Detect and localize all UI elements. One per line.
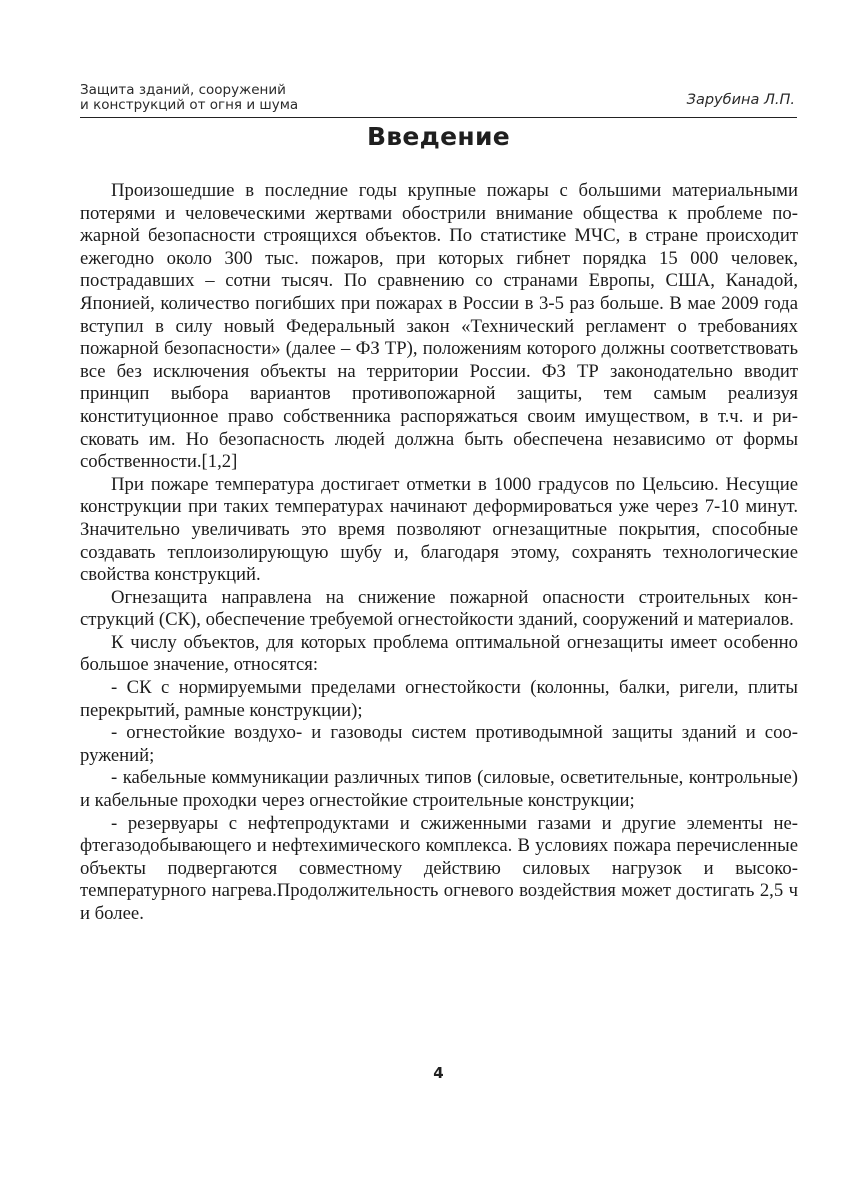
- page-title: Введение: [366, 122, 511, 151]
- book-title-line-1: Защита зданий, сооружений: [80, 82, 286, 98]
- author-name: Зарубина Л.П.: [686, 92, 795, 108]
- paragraph-objects-intro: К числу объектов, для которых проблема оптимальной огнезащиты имеет особенно большое значение, относятся:: [80, 631, 798, 676]
- page-number: 4: [433, 1064, 444, 1082]
- book-title-line-2: и конструкций от огня и шума: [80, 97, 299, 113]
- list-item-reservoirs: - резервуары с нефтепродуктами и сжиженными газами и другие элементы нефтегазодобывающего и нефтехимического комплекса. В условиях пожара перечисленные объекты подвергаются совместному действию силовых нагрузок и высокотемпературного нагрева.Продолжительность огневого воздействия может достигать 2,5 ч и более.: [80, 812, 798, 924]
- list-item-structures: - СК с нормируемыми пределами огнестойкости (колонны, балки, ригели, плиты перекрытий, рамные конструкции);: [80, 677, 798, 721]
- list-item-cables: - кабельные коммуникации различных типов (силовые, осветительные, контрольные) и кабельные проходки через огнестойкие строительные конструкции;: [80, 767, 798, 812]
- paragraph-intro: Произошедшие в последние годы крупные пожары с большими материальными потерями и человеческими жертвами обострили внимание общества к проблеме пожарной безопасности строящихся объектов. По статистике МЧС, в стране происходит ежегодно около 300 тыс. пожаров, при которых гибнет порядка 15 000 человек, пострадавших – сотни тысяч. По сравнению со странами Европы, США, Канадой, Японией, количество погибших при пожарах в России в 3-5 раз больше. В мае 2009 года вступил в силу новый Федеральный закон «Технический регламент о требованиях пожарной безопасности» (далее – ФЗ ТР), положениям которого должны соответствовать все без исключения объекты на территории России. ФЗ ТР законодательно вводит принцип выбора вариантов противопожарной защиты, тем самым реализуя конституционное право собственника распоряжаться своим имуществом, в т.ч. и рисковать им. Но безопасность людей должна быть обеспечена независимо от формы собственности.[1,2]: [80, 180, 798, 473]
- book-title: [80, 83, 298, 113]
- list-item-ducts: - огнестойкие воздухо- и газоводы систем противодымной защиты зданий и сооружений;: [80, 722, 798, 766]
- paragraph-temperature: При пожаре температура достигает отметки в 1000 градусов по Цельсию. Несущие конструкции при таких температурах начинают деформироваться уже через 7-10 минут. Значительно увеличивать это время позволяют огнезащитные покрытия, способные создавать теплоизолирующую шубу и, благодаря этому, сохранять технологические свойства конструкций.: [80, 473, 798, 586]
- body-text: [80, 180, 798, 926]
- running-header: [80, 83, 797, 118]
- paragraph-fire-protection: Огнезащита направлена на снижение пожарной опасности строительных конструкций (СК), обеспечение требуемой огнестойкости зданий, сооружений и материалов.: [80, 586, 798, 631]
